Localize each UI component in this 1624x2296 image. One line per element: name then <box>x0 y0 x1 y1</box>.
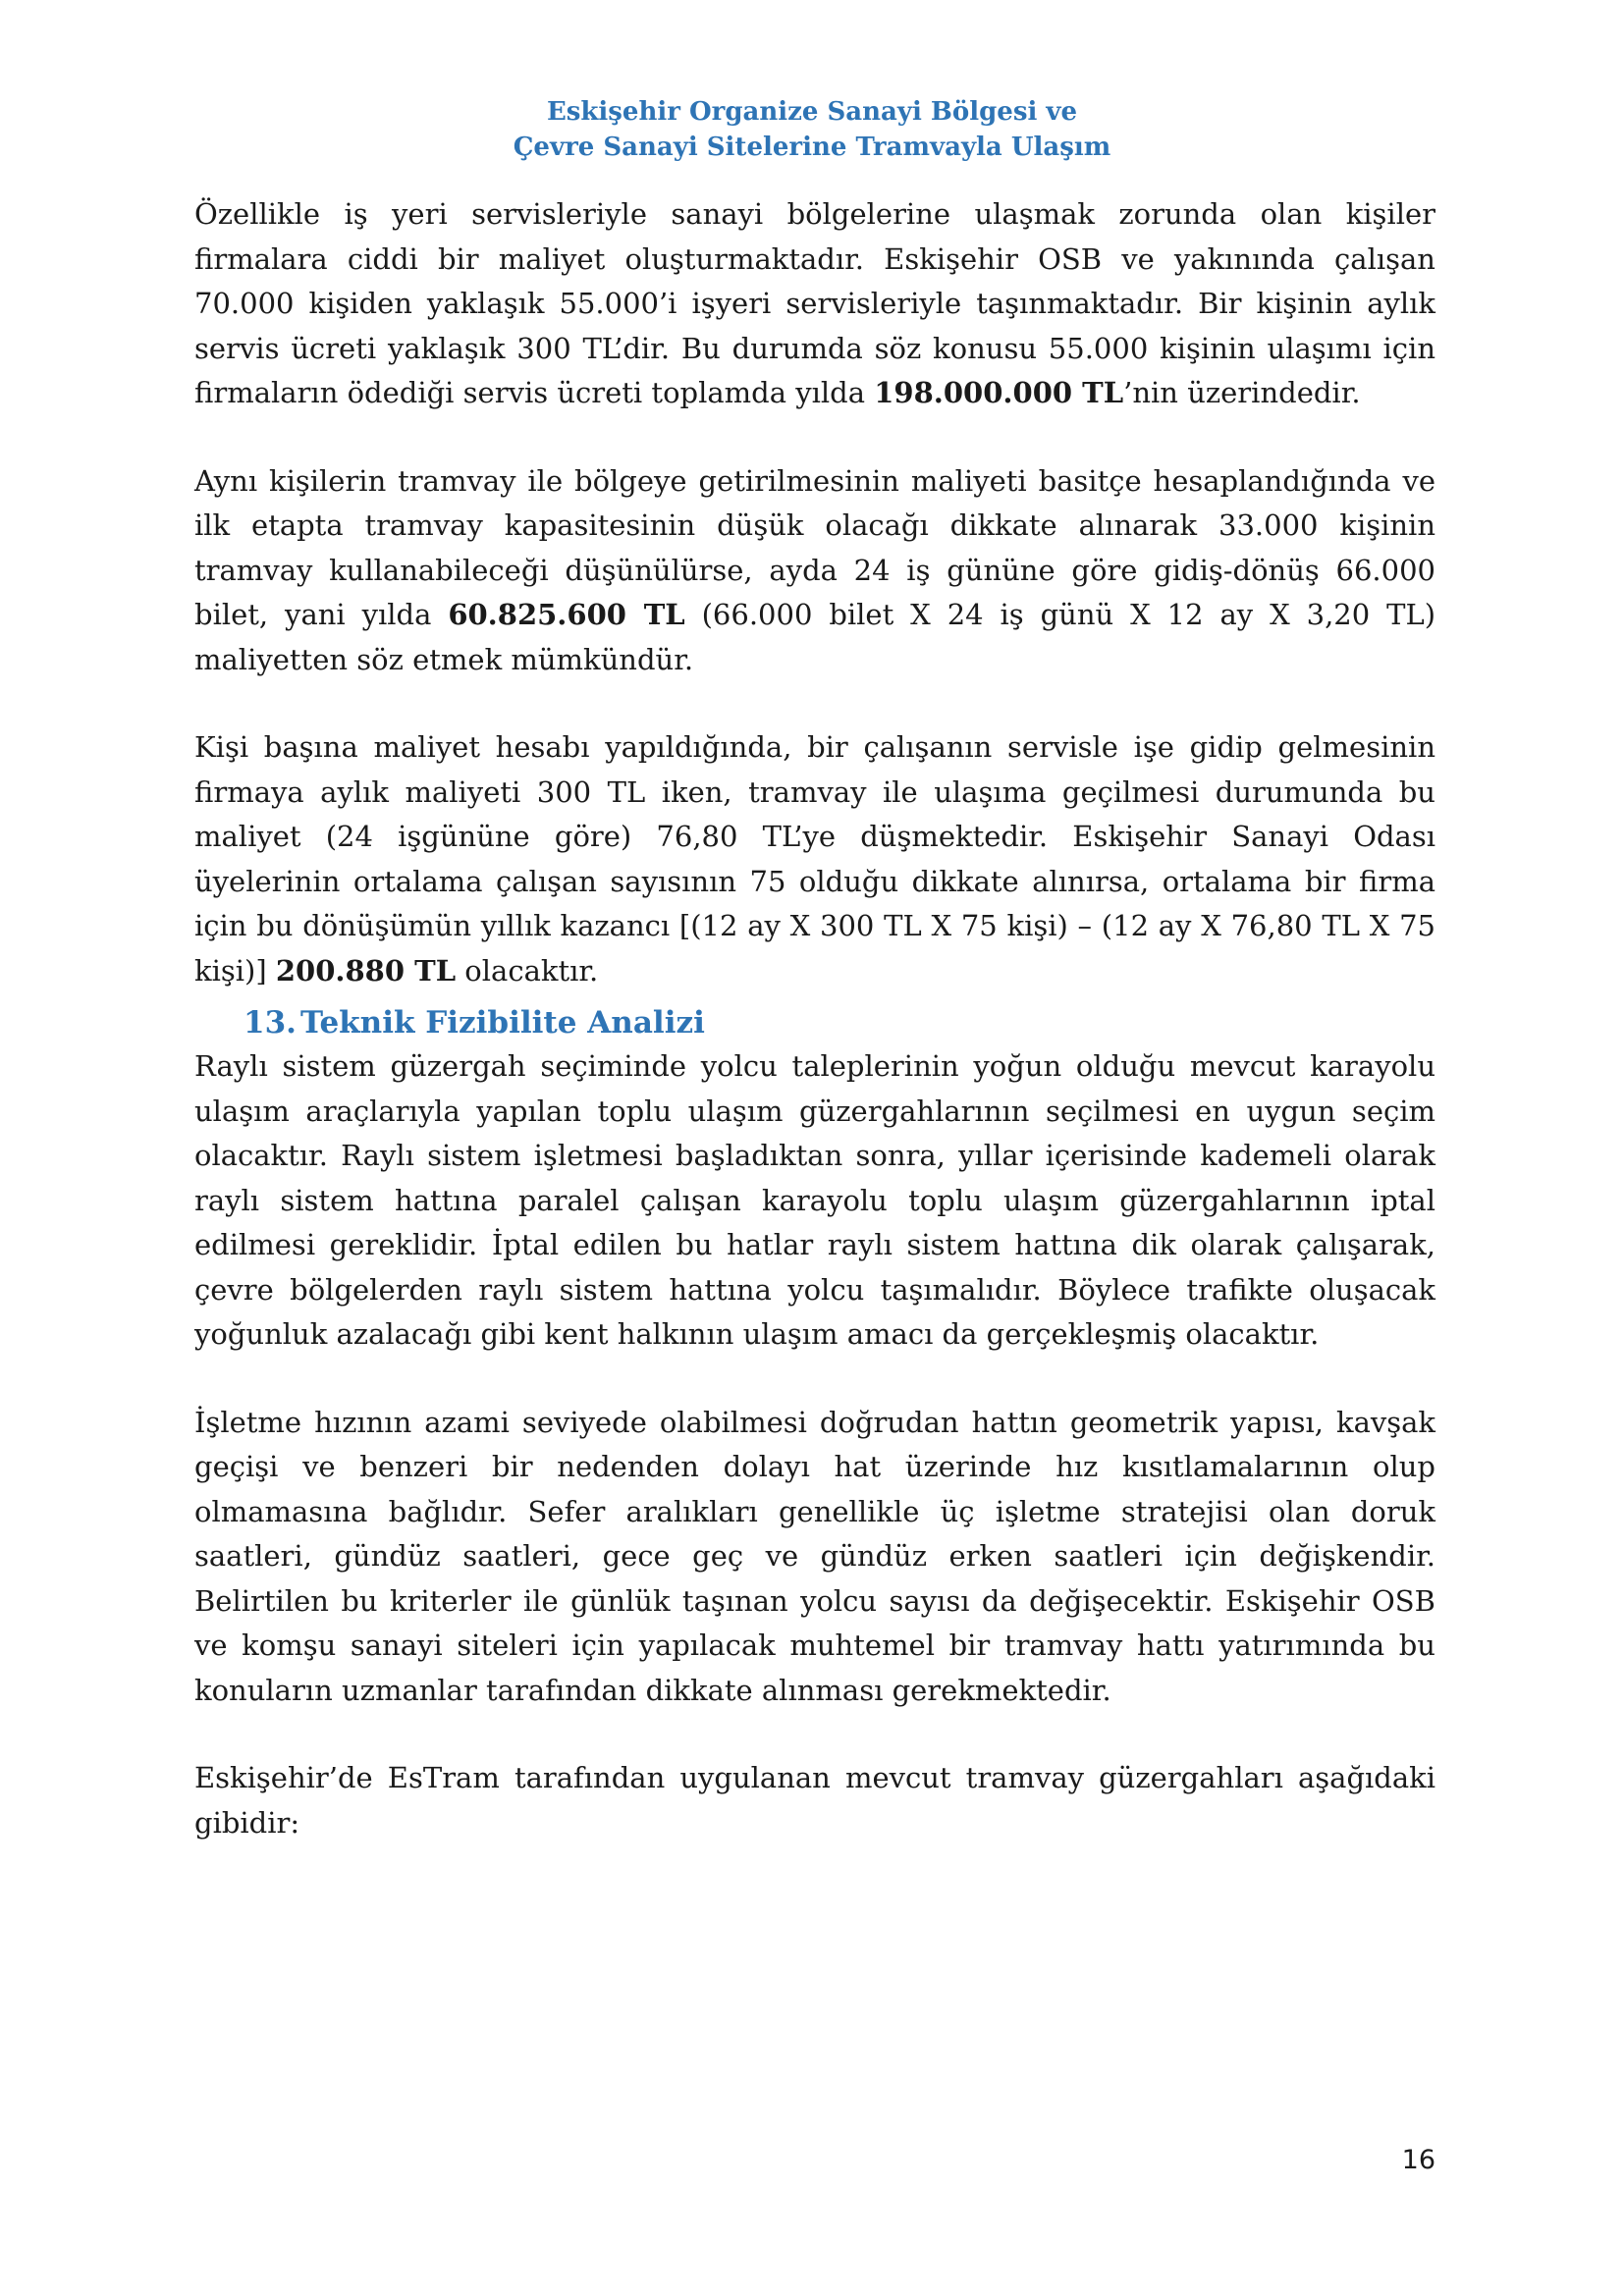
header-line-1: Eskişehir Organize Sanayi Bölgesi ve <box>546 97 1078 127</box>
paragraph-text: Kişi başına maliyet hesabı yapıldığında, bir çalışanın servisle işe gidip gelmesinin firmaya aylık maliyeti 300 TL iken, tramvay ile ulaşıma geçilmesi durumunda bu maliyet (24 işgününe göre) 76,80 TL’ye düşmektedir. Eskişehir Sanayi Odası üyelerinin ortalama çalışan sayısının 75 olduğu dikkate alınırsa, ortalama bir firma için bu dönüşümün yıllık kazancı [(12 ay X 300 TL X 75 kişi) – (12 ay X 76,80 TL X 75 kişi)] <box>194 730 1435 988</box>
bold-amount: 198.000.000 TL <box>874 376 1124 409</box>
header-line-2: Çevre Sanayi Sitelerine Tramvayla Ulaşım <box>513 133 1111 162</box>
paragraph-route-selection <box>194 1044 1435 1358</box>
paragraph-per-person-cost <box>194 725 1435 993</box>
paragraph-estram-routes <box>194 1756 1435 1845</box>
paragraph-text: Raylı sistem güzergah seçiminde yolcu taleplerinin yoğun olduğu mevcut karayolu ulaşım araçlarıyla yapılan toplu ulaşım güzergahlarının seçilmesi en uygun seçim olacaktır. Raylı sistem işletmesi başladıktan sonra, yıllar içerisinde kademeli olarak raylı sistem hattına paralel çalışan karayolu toplu ulaşım güzergahlarının iptal edilmesi gereklidir. İptal edilen bu hatlar raylı sistem hattına dik olarak çalışarak, çevre bölgelerden raylı sistem hattına yolcu taşımalıdır. Böylece trafikte oluşacak yoğunluk azalacağı gibi kent halkının ulaşım amacı da gerçekleşmiş olacaktır. <box>194 1049 1435 1351</box>
page-content <box>194 192 1435 1889</box>
paragraph-text: İşletme hızının azami seviyede olabilmesi doğrudan hattın geometrik yapısı, kavşak geçişi ve benzeri bir nedenden dolayı hat üzerinde hız kısıtlamalarının olup olmamasına bağlıdır. Sefer aralıkları genellikle üç işletme stratejisi olan doruk saatleri, gündüz saatleri, gece geç ve gündüz erken saatleri için değişkendir. Belirtilen bu kriterler ile günlük taşınan yolcu sayısı da değişecektir. Eskişehir OSB ve komşu sanayi siteleri için yapılacak muhtemel bir tramvay hattı yatırımında bu konuların uzmanlar tarafından dikkate alınması gerekmektedir. <box>194 1405 1435 1707</box>
section-heading <box>244 1001 1435 1044</box>
section-number: 13. <box>244 1005 297 1041</box>
paragraph-text: Eskişehir’de EsTram tarafından uygulanan mevcut tramvay güzergahları aşağıdaki gibidir: <box>194 1761 1435 1840</box>
bold-amount: 200.880 TL <box>275 953 457 988</box>
paragraph-text: (66.000 bilet X 24 iş günü X 12 ay X 3,20 TL) maliyetten söz etmek mümkündür. <box>194 598 1436 676</box>
page-number: 16 <box>1401 2145 1435 2175</box>
paragraph-text: olacaktır. <box>456 953 599 988</box>
section-title: Teknik Fizibilite Analizi <box>299 1005 705 1041</box>
paragraph-text: ’nin üzerindedir. <box>1123 376 1361 409</box>
bold-amount: 60.825.600 TL <box>448 598 685 631</box>
paragraph-tram-cost <box>194 459 1435 683</box>
paragraph-service-cost <box>194 192 1435 416</box>
paragraph-operating-speed <box>194 1401 1435 1714</box>
paragraph-text: Aynı kişilerin tramvay ile bölgeye getirilmesinin maliyeti basitçe hesaplandığında ve ilk etapta tramvay kapasitesinin düşük olacağı dikkate alınarak 33.000 kişinin tramvay kullanabileceği düşünülürse, ayda 24 iş gününe göre gidiş-dönüş 66.000 bilet, yani yılda <box>194 463 1435 631</box>
running-header <box>0 94 1624 165</box>
paragraph-text: Özellikle iş yeri servisleriyle sanayi bölgelerine ulaşmak zorunda olan kişiler firmalara ciddi bir maliyet oluşturmaktadır. Eskişehir OSB ve yakınında çalışan 70.000 kişiden yaklaşık 55.000’i işyeri servisleriyle taşınmaktadır. Bir kişinin aylık servis ücreti yaklaşık 300 TL’dir. Bu durumda söz konusu 55.000 kişinin ulaşımı için firmaların ödediği servis ücreti toplamda yılda <box>194 197 1435 409</box>
